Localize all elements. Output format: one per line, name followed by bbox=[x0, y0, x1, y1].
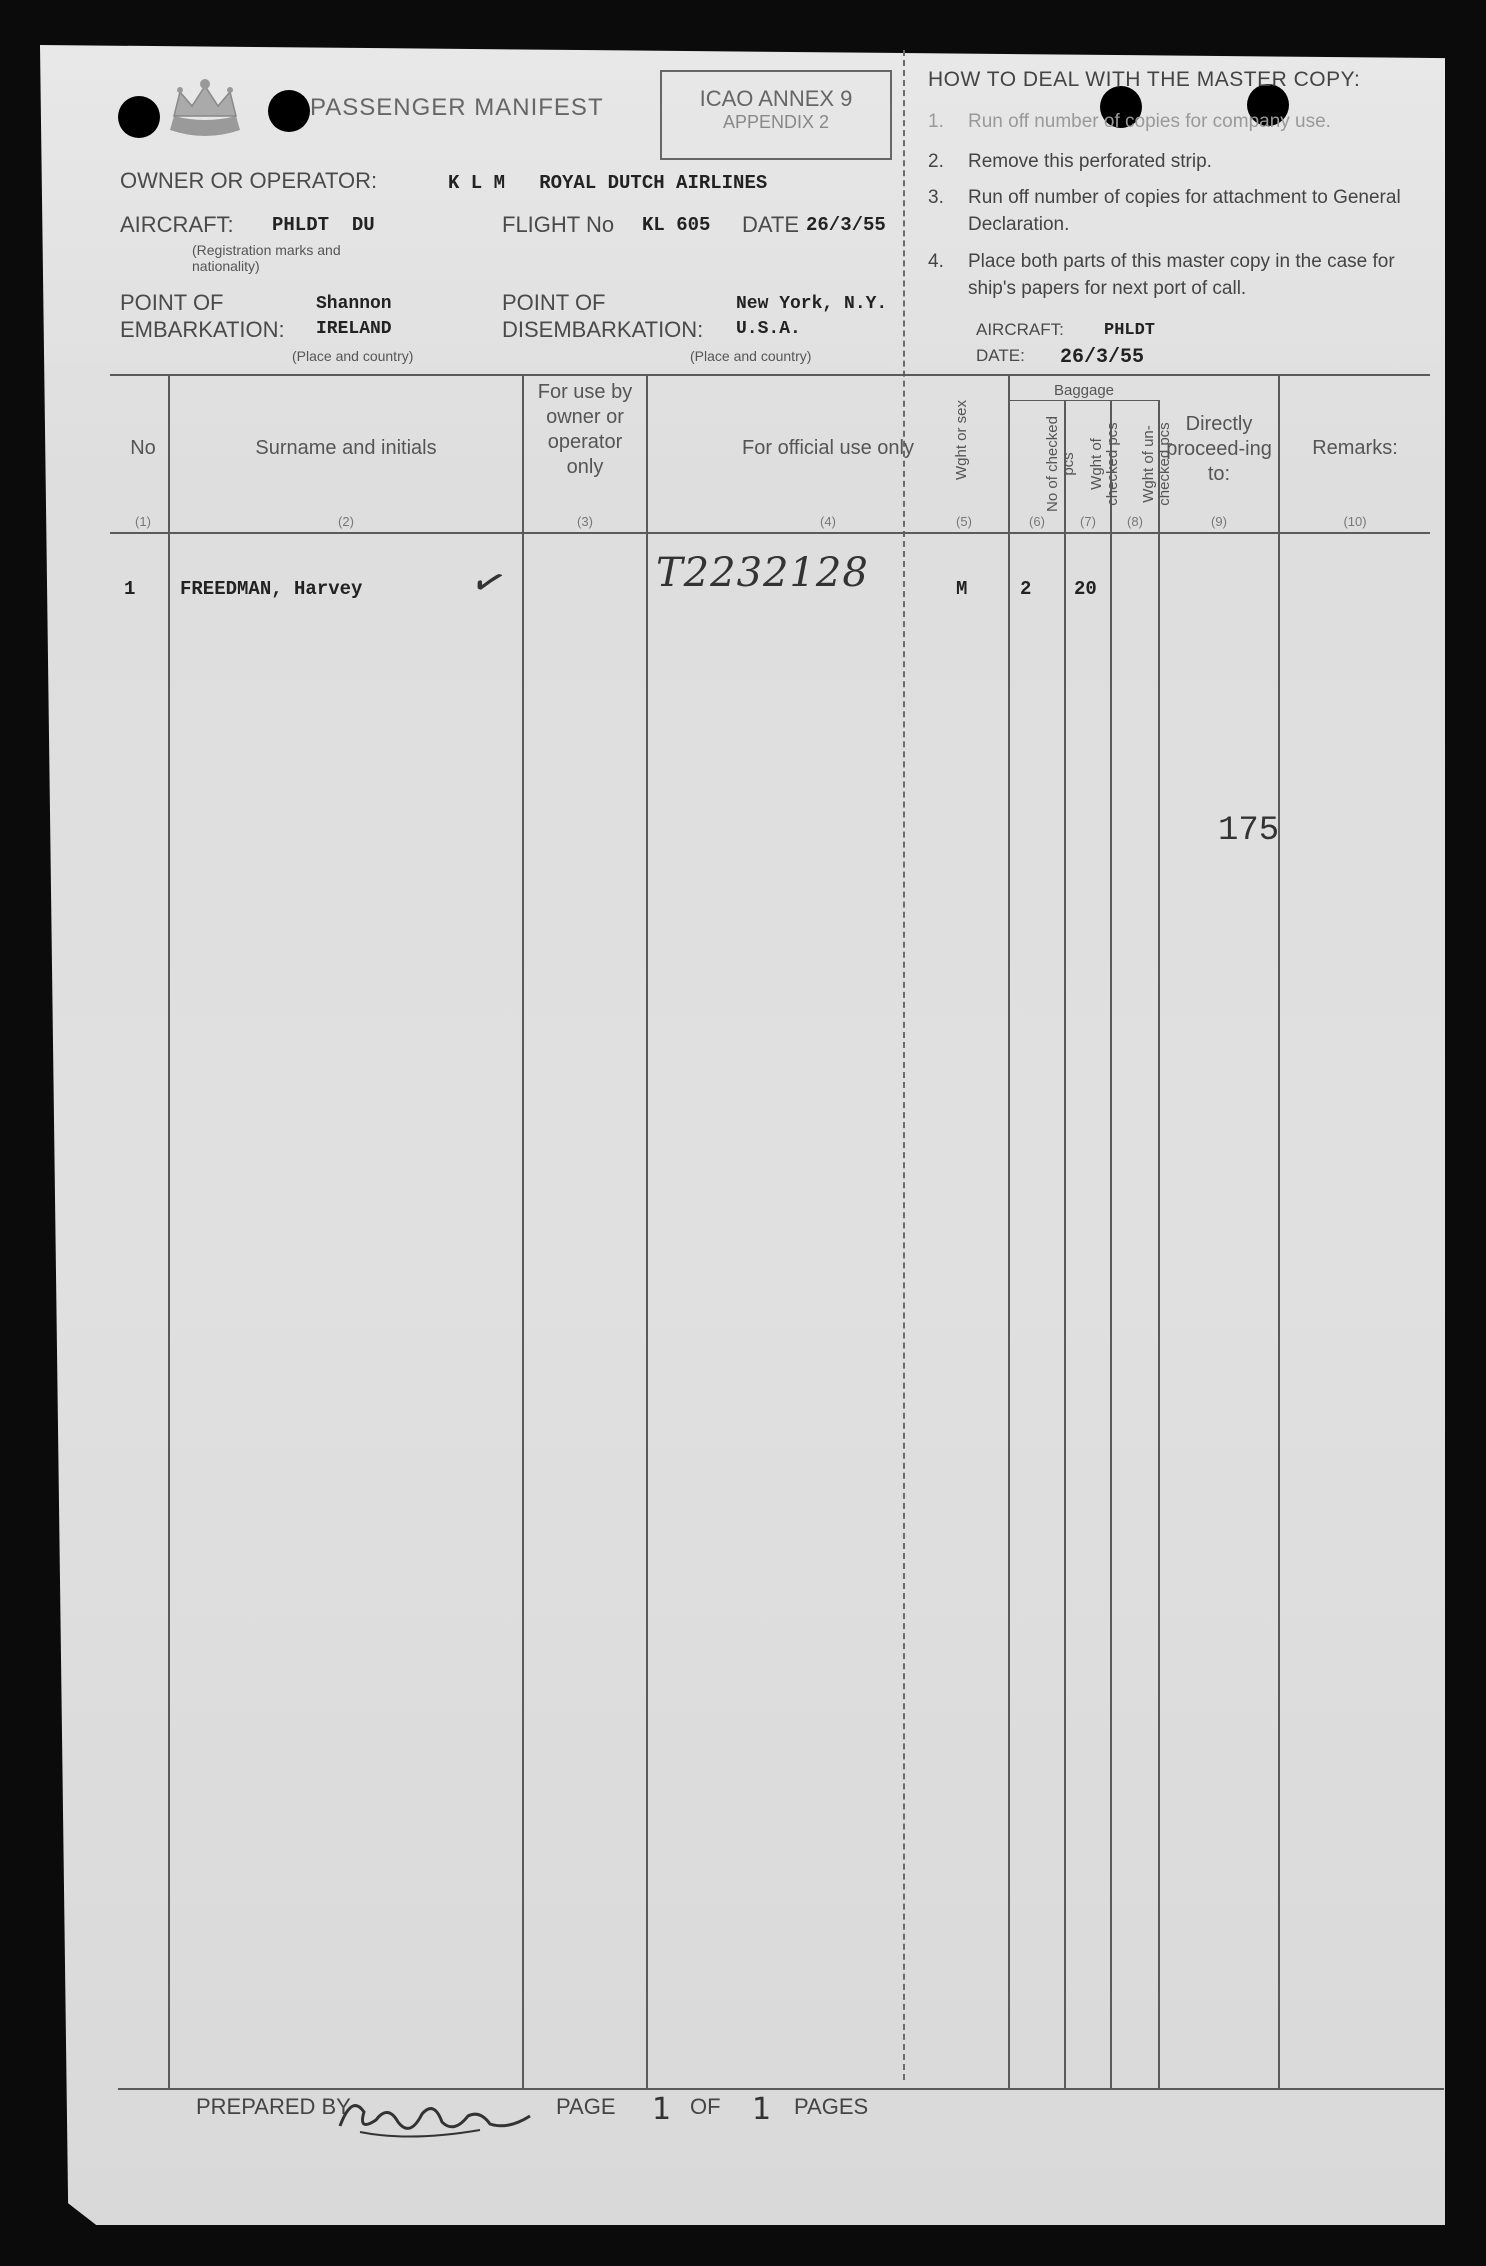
disembark-label-1: POINT OF bbox=[502, 290, 606, 315]
col-divider bbox=[1008, 376, 1010, 2088]
disembark-note: (Place and country) bbox=[690, 348, 812, 364]
header-baggage: Baggage bbox=[1053, 382, 1115, 399]
col-divider bbox=[168, 376, 170, 2088]
page-label: PAGE bbox=[556, 2094, 616, 2119]
header-remarks: Remarks: bbox=[1312, 437, 1398, 459]
date-value: 26/3/55 bbox=[806, 214, 886, 236]
instruction-item: 1. Run off number of copies for company use. bbox=[928, 111, 1331, 132]
col-number: (4) bbox=[820, 514, 836, 529]
row-weight: 20 bbox=[1074, 578, 1097, 600]
instruction-item: 4. Place both parts of this master copy in the case for ship's papers for next port of call. bbox=[928, 251, 1395, 299]
stamp-number: 175 bbox=[1218, 812, 1280, 850]
col-number: (8) bbox=[1127, 514, 1143, 529]
col-divider bbox=[1110, 400, 1112, 2088]
table-header-rule bbox=[110, 532, 1430, 534]
col-number: (5) bbox=[956, 514, 972, 529]
aircraft-label: AIRCRAFT: bbox=[120, 212, 234, 237]
aircraft-note: (Registration marks and nationality) bbox=[192, 242, 341, 274]
strip-aircraft-label: AIRCRAFT: bbox=[976, 320, 1064, 339]
flight-label: FLIGHT No bbox=[502, 212, 615, 237]
row-owner-mark: ✓ bbox=[465, 555, 513, 611]
annex-box bbox=[660, 70, 892, 160]
row-name: FREEDMAN, Harvey bbox=[180, 578, 363, 600]
header-no-checked: No of checked pcs bbox=[1044, 416, 1077, 512]
perforation-line bbox=[903, 50, 905, 2080]
disembark-value-1: New York, N.Y. bbox=[736, 294, 888, 314]
header-directly: Directly proceed-ing to: bbox=[1166, 413, 1272, 485]
instruction-item: 2. Remove this perforated strip. bbox=[928, 151, 1212, 172]
strip-aircraft-value: PHLDT bbox=[1104, 321, 1156, 340]
embark-value-2: IRELAND bbox=[316, 319, 392, 339]
header-wght-sex: Wght or sex bbox=[953, 399, 970, 480]
embark-label-2: EMBARKATION: bbox=[120, 317, 285, 342]
embark-label-1: POINT OF bbox=[120, 290, 224, 315]
embark-value-1: Shannon bbox=[316, 294, 392, 314]
header-surname: Surname and initials bbox=[255, 437, 437, 459]
total-pages: 1 bbox=[752, 2092, 772, 2127]
preparer-signature bbox=[330, 2086, 540, 2146]
col-number: (10) bbox=[1343, 514, 1367, 529]
pages-label: PAGES bbox=[794, 2094, 869, 2119]
header-wght-checked: Wght of checked pcs bbox=[1088, 422, 1121, 506]
row-sex: M bbox=[956, 578, 968, 600]
col-number: (2) bbox=[338, 514, 354, 529]
annex-line-2: APPENDIX 2 bbox=[722, 112, 830, 132]
owner-value: K L M ROYAL DUTCH AIRLINES bbox=[448, 172, 768, 194]
prepared-by-label: PREPARED BY bbox=[196, 2094, 351, 2119]
header-owner-use: For use by owner or operator only bbox=[537, 381, 633, 478]
col-number: (7) bbox=[1080, 514, 1096, 529]
col-number: (9) bbox=[1211, 514, 1227, 529]
row-official-number: T2232128 bbox=[656, 550, 869, 596]
col-number: (6) bbox=[1029, 514, 1045, 529]
instruction-item: 3. Run off number of copies for attachment to General Declaration. bbox=[928, 187, 1401, 235]
of-label: OF bbox=[690, 2094, 721, 2119]
col-number: (3) bbox=[577, 514, 593, 529]
embark-note: (Place and country) bbox=[292, 348, 414, 364]
klm-crown-logo bbox=[150, 72, 260, 152]
col-divider bbox=[1158, 400, 1160, 2088]
table-bottom-rule bbox=[118, 2088, 1444, 2090]
instructions-heading: HOW TO DEAL WITH THE MASTER COPY: bbox=[928, 68, 1361, 91]
annex-line-1: ICAO ANNEX 9 bbox=[699, 86, 853, 111]
col-divider bbox=[1064, 400, 1066, 2088]
table-top-rule bbox=[110, 374, 1430, 376]
header-wght-unchecked: Wght of un-checked pcs bbox=[1140, 422, 1173, 506]
form-title: PASSENGER MANIFEST bbox=[310, 94, 604, 121]
strip-date-value: 26/3/55 bbox=[1060, 346, 1145, 369]
disembark-value-2: U.S.A. bbox=[736, 319, 801, 339]
flight-value: KL 605 bbox=[642, 214, 711, 236]
disembark-label-2: DISEMBARKATION: bbox=[502, 317, 704, 342]
date-label: DATE bbox=[742, 212, 800, 237]
manifest-sheet bbox=[40, 45, 1445, 2225]
page-number: 1 bbox=[652, 2092, 672, 2127]
row-pcs: 2 bbox=[1020, 578, 1032, 600]
aircraft-value: PHLDT DU bbox=[272, 214, 375, 236]
col-divider bbox=[522, 376, 524, 2088]
header-official: For official use only bbox=[742, 437, 914, 459]
col-number: (1) bbox=[135, 514, 151, 529]
instructions-list bbox=[928, 108, 1428, 308]
row-no: 1 bbox=[124, 578, 136, 600]
owner-label: OWNER OR OPERATOR: bbox=[120, 168, 378, 193]
col-divider bbox=[1278, 376, 1280, 2088]
strip-date-label: DATE: bbox=[976, 346, 1025, 365]
col-divider bbox=[646, 376, 648, 2088]
header-no: No bbox=[130, 437, 156, 459]
punch-hole bbox=[268, 90, 310, 132]
